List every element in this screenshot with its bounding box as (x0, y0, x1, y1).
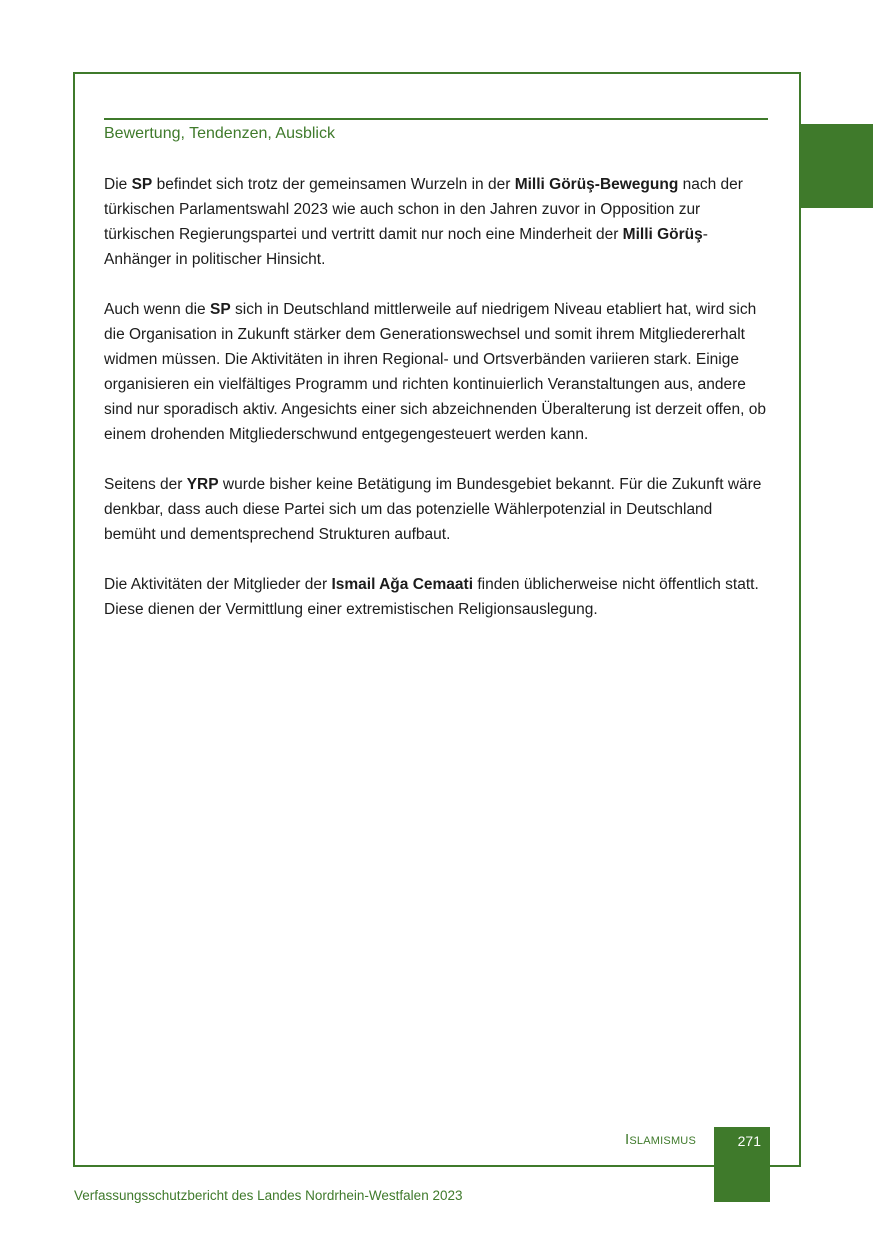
publication-title: Verfassungsschutzbericht des Landes Nordrhein-Westfalen 2023 (74, 1188, 463, 1203)
section-heading: Bewertung, Tendenzen, Ausblick (104, 125, 335, 142)
paragraph-ismail-aga-cemaati: Die Aktivitäten der Mitglieder der Ismail Ağa Cemaati finden üblicherweise nicht öffentlich statt. Diese dienen der Vermittlung einer extremistischen Religionsauslegung. (104, 576, 759, 618)
term-milli-goerues-bewegung: Milli Görüş-Bewegung (514, 176, 679, 193)
page-number: 271 (737, 1133, 761, 1149)
paragraph-sp-deutschland: Auch wenn die SP sich in Deutschland mittlerweile auf niedrigem Niveau etabliert hat, wird sich die Organisation in Zukunft stärker dem Generationswechsel und somit ihrem Mitgliedererhalt widmen müssen. Die Aktivitäten in ihren Regional- und Ortsverbänden variieren stark. Einige organisieren ein vielfältiges Programm und richten kontinuierlich Veranstaltungen aus, andere sind nur sporadisch aktiv. Angesichts einer sich abzeichnenden Überalterung ist derzeit offen, ob einem drohenden Mitgliederschwund entgegengesteuert werden kann. (104, 301, 767, 443)
page-number-box (714, 1127, 770, 1202)
paragraph-yrp: Seitens der YRP wurde bisher keine Betätigung im Bundesgebiet bekannt. Für die Zukunft wäre denkbar, dass auch diese Partei sich um das potenzielle Wählerpotenzial in Deutschland bemüht und dementsprechend Strukturen aufbaut. (104, 476, 762, 543)
paragraph-sp-milli-goerues: Die SP befindet sich trotz der gemeinsamen Wurzeln in der Milli Görüş-Bewegung nach der türkischen Parlamentswahl 2023 wie auch schon in den Jahren zuvor in Opposition zur türkischen Regierungspartei und vertritt damit nur noch eine Minderheit der Milli Görüş-Anhänger in politischer Hinsicht. (104, 176, 743, 268)
term-ismail-aga-cemaati: Ismail Ağa Cemaati (331, 576, 474, 593)
footer-section-label: Islamismus (625, 1131, 696, 1148)
chapter-tab-marker (799, 124, 873, 208)
term-sp: SP (131, 176, 153, 193)
body-text (104, 172, 768, 647)
term-yrp: YRP (186, 476, 219, 493)
heading-rule (104, 118, 768, 120)
term-milli-goerues: Milli Görüş (622, 226, 703, 243)
term-sp: SP (210, 301, 231, 318)
